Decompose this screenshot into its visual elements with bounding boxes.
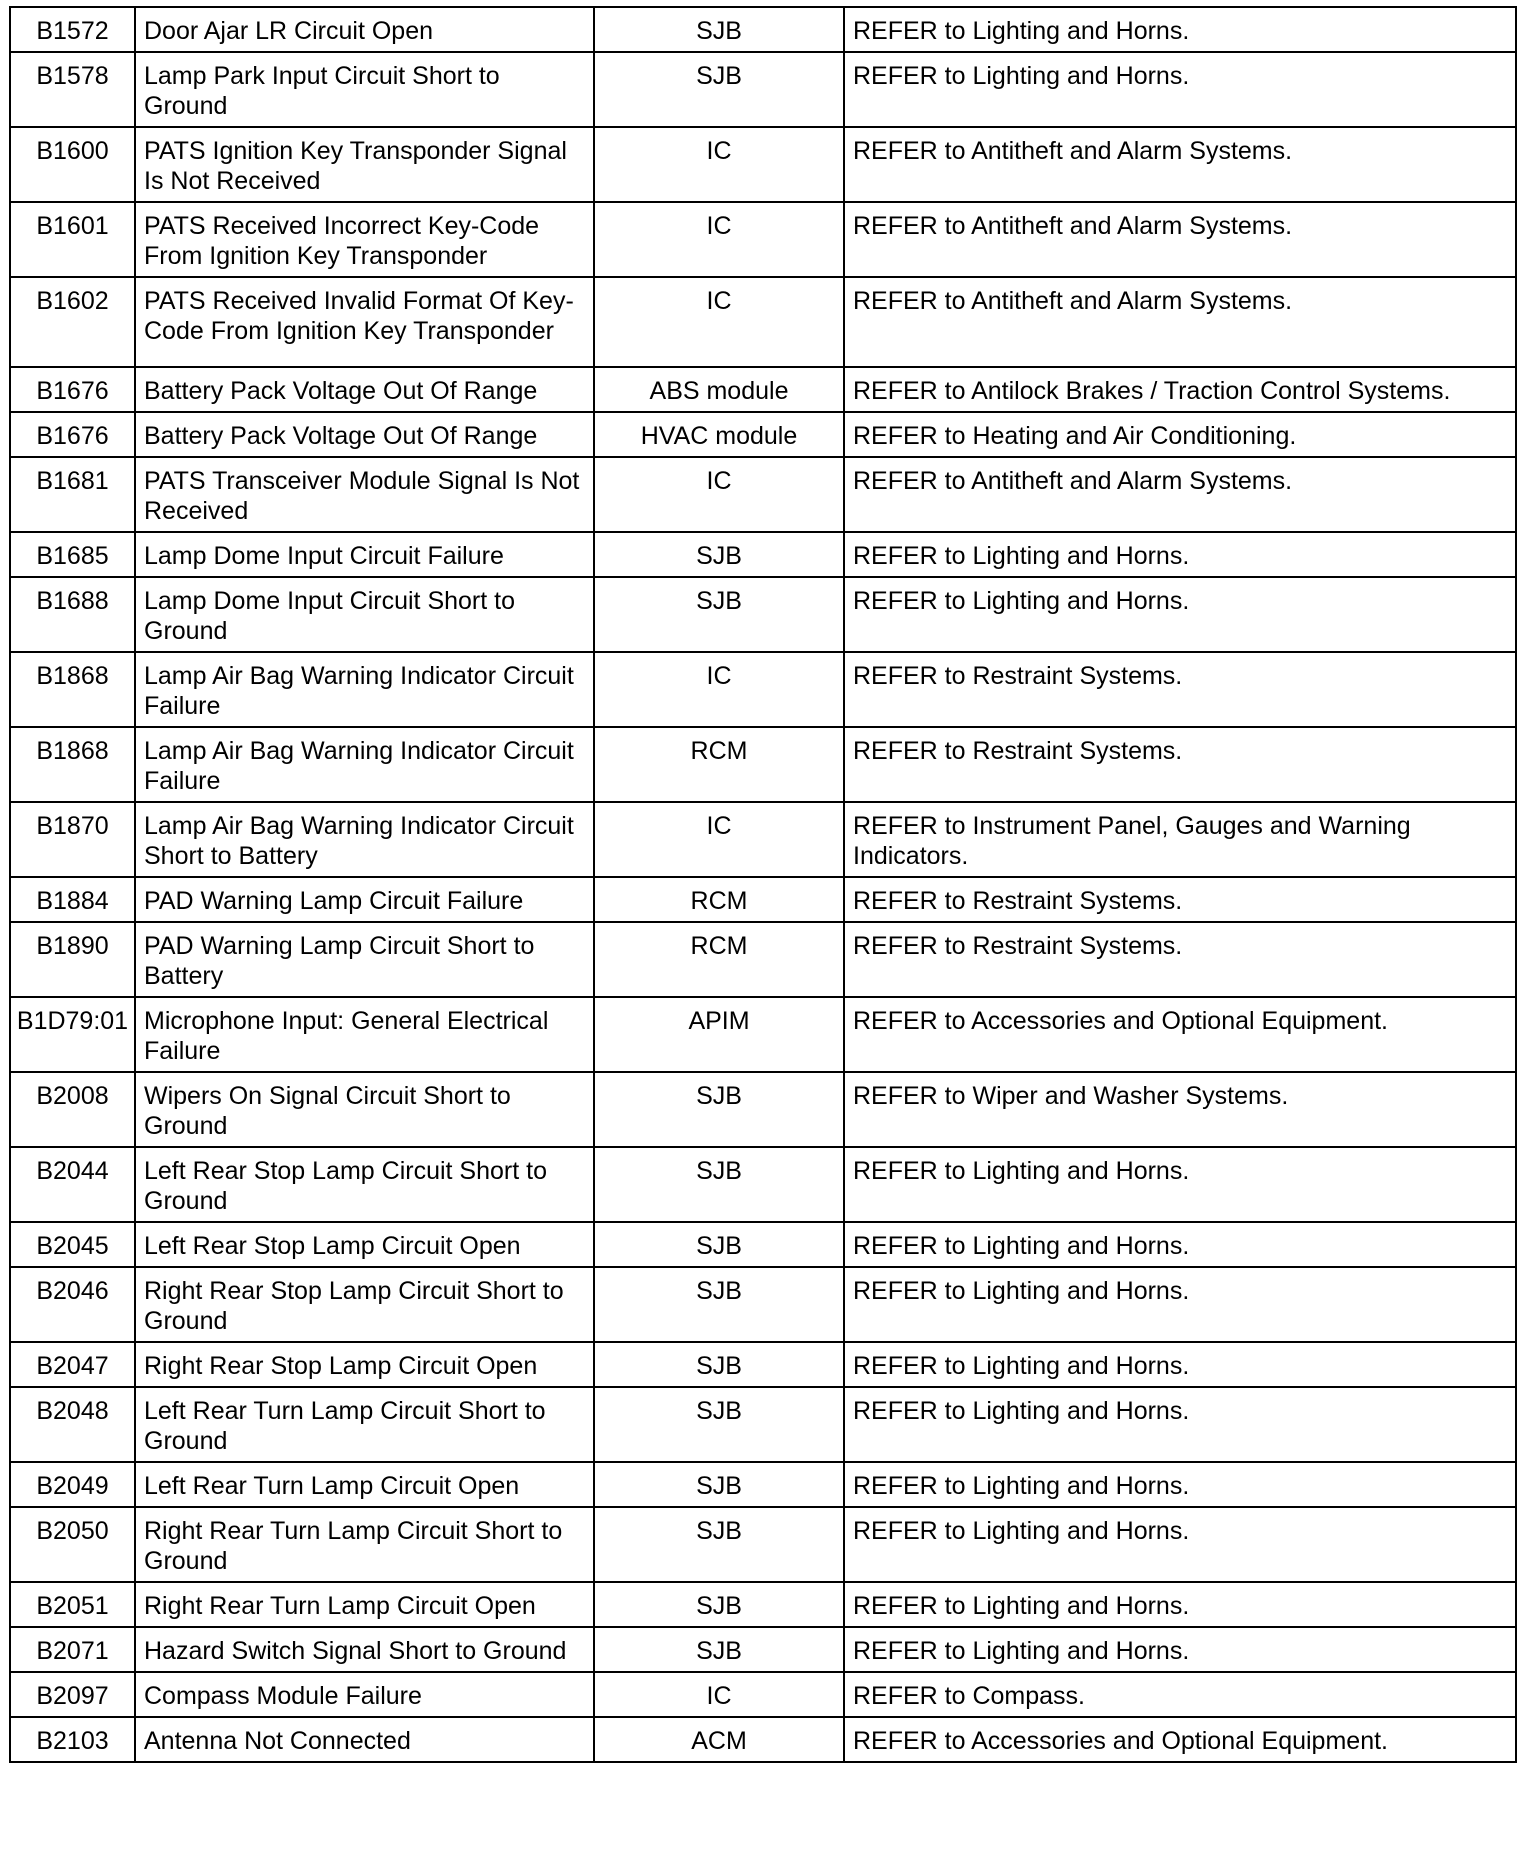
dtc-description: Lamp Air Bag Warning Indicator Circuit Failure xyxy=(135,652,594,727)
dtc-module: SJB xyxy=(594,1072,844,1147)
dtc-module: RCM xyxy=(594,727,844,802)
dtc-description: Compass Module Failure xyxy=(135,1672,594,1717)
table-row xyxy=(10,1267,1516,1342)
table-row xyxy=(10,412,1516,457)
table-row xyxy=(10,1582,1516,1627)
table-row xyxy=(10,1717,1516,1762)
dtc-action: REFER to Lighting and Horns. xyxy=(844,577,1516,652)
dtc-code: B1600 xyxy=(10,127,135,202)
table-row xyxy=(10,457,1516,532)
dtc-code: B2045 xyxy=(10,1222,135,1267)
dtc-code: B2044 xyxy=(10,1147,135,1222)
dtc-module: SJB xyxy=(594,1387,844,1462)
dtc-action: REFER to Accessories and Optional Equipment. xyxy=(844,1717,1516,1762)
dtc-module: APIM xyxy=(594,997,844,1072)
dtc-action: REFER to Antitheft and Alarm Systems. xyxy=(844,127,1516,202)
dtc-module: IC xyxy=(594,802,844,877)
dtc-code: B2046 xyxy=(10,1267,135,1342)
table-row xyxy=(10,202,1516,277)
dtc-description: Door Ajar LR Circuit Open xyxy=(135,7,594,52)
dtc-description: PATS Transceiver Module Signal Is Not Received xyxy=(135,457,594,532)
dtc-module: RCM xyxy=(594,922,844,997)
table-row xyxy=(10,1147,1516,1222)
table-row xyxy=(10,997,1516,1072)
dtc-module: ABS module xyxy=(594,367,844,412)
dtc-module: SJB xyxy=(594,52,844,127)
table-row xyxy=(10,367,1516,412)
table-row xyxy=(10,1387,1516,1462)
dtc-code: B2008 xyxy=(10,1072,135,1147)
table-row xyxy=(10,727,1516,802)
dtc-action: REFER to Heating and Air Conditioning. xyxy=(844,412,1516,457)
dtc-module: IC xyxy=(594,1672,844,1717)
dtc-code: B2049 xyxy=(10,1462,135,1507)
dtc-code: B1685 xyxy=(10,532,135,577)
dtc-module: SJB xyxy=(594,7,844,52)
dtc-description: Left Rear Turn Lamp Circuit Short to Ground xyxy=(135,1387,594,1462)
dtc-code: B1868 xyxy=(10,652,135,727)
table-row xyxy=(10,1342,1516,1387)
dtc-code: B1572 xyxy=(10,7,135,52)
table-row xyxy=(10,1462,1516,1507)
dtc-description: PATS Received Incorrect Key-Code From Ignition Key Transponder xyxy=(135,202,594,277)
dtc-action: REFER to Lighting and Horns. xyxy=(844,1507,1516,1582)
table-row xyxy=(10,1672,1516,1717)
dtc-code: B1601 xyxy=(10,202,135,277)
dtc-action: REFER to Instrument Panel, Gauges and Warning Indicators. xyxy=(844,802,1516,877)
dtc-module: SJB xyxy=(594,1222,844,1267)
dtc-code: B1688 xyxy=(10,577,135,652)
dtc-code: B1890 xyxy=(10,922,135,997)
table-row xyxy=(10,7,1516,52)
dtc-action: REFER to Lighting and Horns. xyxy=(844,1627,1516,1672)
dtc-code: B2048 xyxy=(10,1387,135,1462)
dtc-module: SJB xyxy=(594,1507,844,1582)
table-row xyxy=(10,877,1516,922)
dtc-description: Lamp Park Input Circuit Short to Ground xyxy=(135,52,594,127)
dtc-module: SJB xyxy=(594,1147,844,1222)
dtc-description: Battery Pack Voltage Out Of Range xyxy=(135,412,594,457)
table-row xyxy=(10,1072,1516,1147)
dtc-action: REFER to Lighting and Horns. xyxy=(844,1222,1516,1267)
dtc-module: RCM xyxy=(594,877,844,922)
dtc-module: SJB xyxy=(594,577,844,652)
dtc-module: HVAC module xyxy=(594,412,844,457)
dtc-description: Left Rear Stop Lamp Circuit Short to Ground xyxy=(135,1147,594,1222)
dtc-action: REFER to Lighting and Horns. xyxy=(844,7,1516,52)
dtc-module: SJB xyxy=(594,532,844,577)
dtc-description: Right Rear Turn Lamp Circuit Short to Ground xyxy=(135,1507,594,1582)
dtc-description: Lamp Dome Input Circuit Failure xyxy=(135,532,594,577)
dtc-action: REFER to Restraint Systems. xyxy=(844,652,1516,727)
dtc-code: B1676 xyxy=(10,412,135,457)
table-row xyxy=(10,1627,1516,1672)
dtc-description: Lamp Air Bag Warning Indicator Circuit Short to Battery xyxy=(135,802,594,877)
dtc-description: Antenna Not Connected xyxy=(135,1717,594,1762)
dtc-module: IC xyxy=(594,652,844,727)
dtc-module: IC xyxy=(594,457,844,532)
table-row xyxy=(10,1222,1516,1267)
dtc-module: IC xyxy=(594,202,844,277)
dtc-code: B1676 xyxy=(10,367,135,412)
dtc-description: Lamp Air Bag Warning Indicator Circuit Failure xyxy=(135,727,594,802)
dtc-action: REFER to Lighting and Horns. xyxy=(844,1267,1516,1342)
dtc-code: B2071 xyxy=(10,1627,135,1672)
dtc-module: IC xyxy=(594,277,844,367)
dtc-action: REFER to Compass. xyxy=(844,1672,1516,1717)
dtc-table-body xyxy=(10,7,1516,1762)
dtc-code: B1870 xyxy=(10,802,135,877)
table-row xyxy=(10,1507,1516,1582)
dtc-description: PATS Ignition Key Transponder Signal Is Not Received xyxy=(135,127,594,202)
dtc-action: REFER to Restraint Systems. xyxy=(844,877,1516,922)
dtc-module: SJB xyxy=(594,1462,844,1507)
dtc-description: PATS Received Invalid Format Of Key-Code From Ignition Key Transponder xyxy=(135,277,594,367)
dtc-action: REFER to Antitheft and Alarm Systems. xyxy=(844,202,1516,277)
dtc-code: B2051 xyxy=(10,1582,135,1627)
dtc-action: REFER to Restraint Systems. xyxy=(844,727,1516,802)
dtc-description: Battery Pack Voltage Out Of Range xyxy=(135,367,594,412)
dtc-action: REFER to Antitheft and Alarm Systems. xyxy=(844,457,1516,532)
dtc-action: REFER to Wiper and Washer Systems. xyxy=(844,1072,1516,1147)
dtc-description: Right Rear Stop Lamp Circuit Open xyxy=(135,1342,594,1387)
dtc-code: B2103 xyxy=(10,1717,135,1762)
table-row xyxy=(10,532,1516,577)
dtc-description: Left Rear Turn Lamp Circuit Open xyxy=(135,1462,594,1507)
dtc-action: REFER to Antilock Brakes / Traction Control Systems. xyxy=(844,367,1516,412)
table-row xyxy=(10,127,1516,202)
dtc-description: Right Rear Turn Lamp Circuit Open xyxy=(135,1582,594,1627)
dtc-action: REFER to Accessories and Optional Equipment. xyxy=(844,997,1516,1072)
dtc-module: ACM xyxy=(594,1717,844,1762)
dtc-code: B1681 xyxy=(10,457,135,532)
dtc-code: B2047 xyxy=(10,1342,135,1387)
dtc-module: SJB xyxy=(594,1627,844,1672)
table-row xyxy=(10,802,1516,877)
dtc-action: REFER to Lighting and Horns. xyxy=(844,1342,1516,1387)
table-row xyxy=(10,52,1516,127)
dtc-description: Left Rear Stop Lamp Circuit Open xyxy=(135,1222,594,1267)
dtc-module: SJB xyxy=(594,1342,844,1387)
dtc-action: REFER to Restraint Systems. xyxy=(844,922,1516,997)
dtc-action: REFER to Antitheft and Alarm Systems. xyxy=(844,277,1516,367)
table-row xyxy=(10,277,1516,367)
dtc-description: Microphone Input: General Electrical Failure xyxy=(135,997,594,1072)
table-row xyxy=(10,577,1516,652)
table-row xyxy=(10,922,1516,997)
dtc-code: B1D79:01 xyxy=(10,997,135,1072)
dtc-code: B2097 xyxy=(10,1672,135,1717)
dtc-action: REFER to Lighting and Horns. xyxy=(844,532,1516,577)
dtc-action: REFER to Lighting and Horns. xyxy=(844,52,1516,127)
dtc-module: IC xyxy=(594,127,844,202)
dtc-code: B1602 xyxy=(10,277,135,367)
dtc-module: SJB xyxy=(594,1582,844,1627)
dtc-action: REFER to Lighting and Horns. xyxy=(844,1582,1516,1627)
dtc-module: SJB xyxy=(594,1267,844,1342)
dtc-description: PAD Warning Lamp Circuit Short to Battery xyxy=(135,922,594,997)
dtc-code: B1868 xyxy=(10,727,135,802)
dtc-description: Lamp Dome Input Circuit Short to Ground xyxy=(135,577,594,652)
dtc-action: REFER to Lighting and Horns. xyxy=(844,1462,1516,1507)
dtc-code: B2050 xyxy=(10,1507,135,1582)
dtc-description: Right Rear Stop Lamp Circuit Short to Ground xyxy=(135,1267,594,1342)
dtc-description: PAD Warning Lamp Circuit Failure xyxy=(135,877,594,922)
dtc-action: REFER to Lighting and Horns. xyxy=(844,1387,1516,1462)
dtc-action: REFER to Lighting and Horns. xyxy=(844,1147,1516,1222)
table-row xyxy=(10,652,1516,727)
dtc-table xyxy=(9,6,1517,1763)
dtc-code: B1884 xyxy=(10,877,135,922)
dtc-description: Hazard Switch Signal Short to Ground xyxy=(135,1627,594,1672)
dtc-code: B1578 xyxy=(10,52,135,127)
dtc-description: Wipers On Signal Circuit Short to Ground xyxy=(135,1072,594,1147)
